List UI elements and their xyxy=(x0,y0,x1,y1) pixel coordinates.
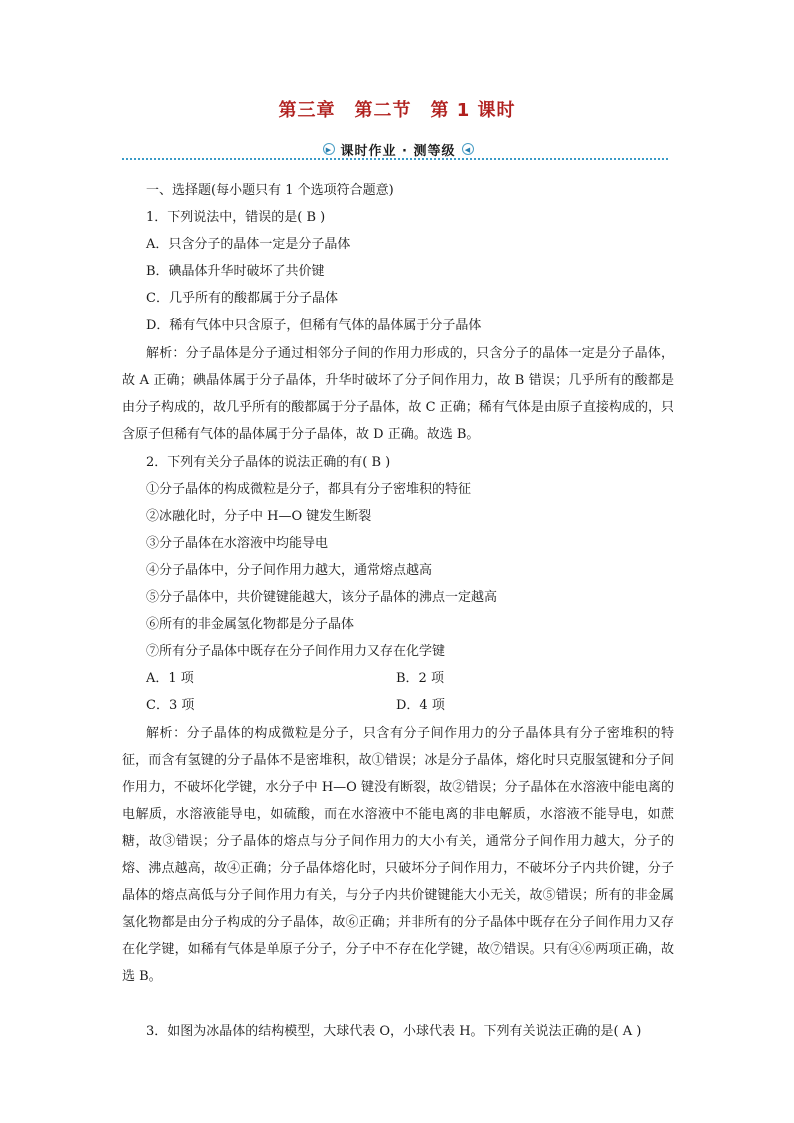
q2-item-5: ⑤分子晶体中，共价键键能越大，该分子晶体的沸点一定越高 xyxy=(146,590,498,605)
section-heading: 一、选择题(每小题只有 1 个选项符合题意) xyxy=(146,183,394,198)
q2-item-2: ②冰融化时，分子中 H—O 键发生断裂 xyxy=(146,509,372,524)
q2-analysis: 解析：分子晶体的构成微粒是分子，只含有分子间作用力的分子晶体具有分子密堆积的特征，而含有氢键的分子晶体不是密堆积，故①错误；冰是分子晶体，熔化时只克服氢键和分子间作用力，不破坏化学键，水分子中 H—O 键没有断裂，故②错误；分子晶体在水溶液中能电离的电解质，水溶液能导电，如硫酸，而在水溶液中不能电离的非电解质，水溶液不能导电，如蔗糖，故③错误；分子晶体的熔点与分子间作用力的大小有关，通常分子间作用力越大，分子的熔、沸点越高，故④正确；分子晶体熔化时，只破坏分子间作用力，不破坏分子内共价键，分子晶体的熔点高低与分子间作用力有关，与分子内共价键键能大小无关，故⑤错误；所有的非金属氢化物都是由分子构成的分子晶体，故⑥正确；并非所有的分子晶体中既存在分子间作用力又存在化学键，如稀有气体是单原子分子，分子中不存在化学键，故⑦错误。只有④⑥两项正确，故选 B。 xyxy=(122,726,674,984)
q2-item-6: ⑥所有的非金属氢化物都是分子晶体 xyxy=(146,617,355,632)
q2-option-c: C．3 项 xyxy=(146,698,195,713)
q2-item-3: ③分子晶体在水溶液中均能导电 xyxy=(146,536,329,551)
play-right-icon: ▶ xyxy=(323,143,335,155)
play-left-icon: ◀ xyxy=(462,143,474,155)
dotted-divider xyxy=(122,158,668,160)
q1-option-a: A．只含分子的晶体一定是分子晶体 xyxy=(146,237,351,252)
q1-option-b: B．碘晶体升华时破坏了共价键 xyxy=(146,264,325,279)
q2-option-b: B．2 项 xyxy=(396,671,444,686)
q1-option-d: D．稀有气体中只含原子，但稀有气体的晶体属于分子晶体 xyxy=(146,318,482,333)
q1-stem: 1．下列说法中，错误的是( B ) xyxy=(146,210,326,225)
q2-option-a: A．1 项 xyxy=(146,671,194,686)
q1-analysis: 解析：分子晶体是分子通过相邻分子间的作用力形成的，只含分子的晶体一定是分子晶体，故 A 正确；碘晶体属于分子晶体，升华时破坏了分子间作用力，故 B 错误；几乎所有的酸都是由分子构成的，故几乎所有的酸都属于分子晶体，故 C 正确；稀有气体是由原子直接构成的，只含原子但稀有气体的晶体属于分子晶体，故 D 正确。故选 B。 xyxy=(122,346,674,442)
q2-item-7: ⑦所有分子晶体中既存在分子间作用力又存在化学键 xyxy=(146,644,446,659)
q2-stem: 2．下列有关分子晶体的说法正确的有( B ) xyxy=(146,455,391,470)
q1-option-c: C．几乎所有的酸都属于分子晶体 xyxy=(146,291,338,306)
page-title: 第三章 第二节 第 1 课时 xyxy=(278,100,516,121)
section-banner xyxy=(300,138,496,160)
banner-text: 课时作业 · 测等级 xyxy=(340,143,456,159)
q2-option-d: D．4 项 xyxy=(396,698,445,713)
q3-stem: 3．如图为冰晶体的结构模型，大球代表 O，小球代表 H。下列有关说法正确的是( A ) xyxy=(146,1024,642,1039)
q2-item-4: ④分子晶体中，分子间作用力越大，通常熔点越高 xyxy=(146,563,433,578)
q2-item-1: ①分子晶体的构成微粒是分子，都具有分子密堆积的特征 xyxy=(146,482,472,497)
